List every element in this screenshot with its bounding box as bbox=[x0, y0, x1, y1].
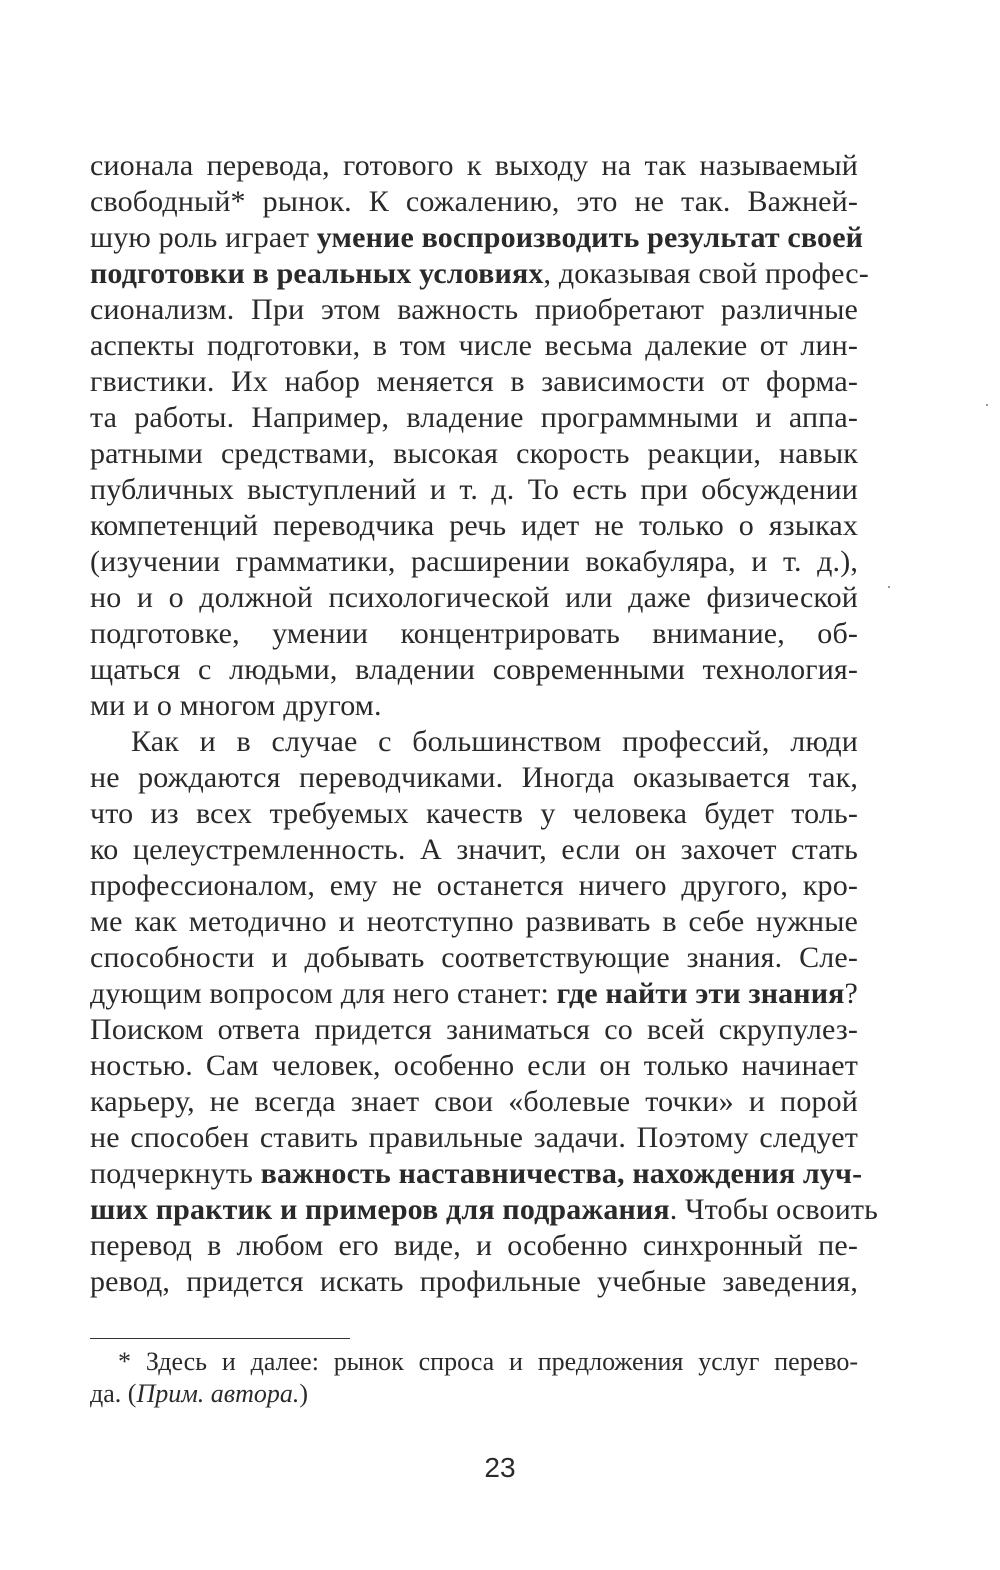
footnote-line: * Здесь и далее: рынок спроса и предложения услуг перево- bbox=[118, 1347, 858, 1376]
text-line: ревод, придется искать профильные учебные заведения, bbox=[90, 1265, 858, 1298]
scan-speck bbox=[888, 586, 890, 588]
text-line bbox=[90, 976, 858, 1012]
text-line bbox=[90, 1156, 863, 1192]
footnote-divider bbox=[90, 1338, 350, 1339]
scan-speck bbox=[986, 404, 988, 406]
text-run: ? bbox=[844, 977, 858, 1010]
text-run: подчеркнуть bbox=[90, 1157, 261, 1190]
bold-text: подготовки в реальных условиях bbox=[90, 257, 544, 290]
bold-text: где найти эти знания bbox=[556, 977, 845, 1010]
text-run: да. ( bbox=[90, 1379, 137, 1408]
text-line: но и о должной психологической или даже физической bbox=[90, 581, 858, 614]
text-line: сионализм. При этом важность приобретают различные bbox=[90, 293, 858, 326]
text-line: подготовке, умении концентрировать внимание, об- bbox=[90, 617, 858, 650]
footnote-line bbox=[90, 1378, 858, 1410]
text-line: (изучении грамматики, расширении вокабуляра, и т. д.), bbox=[90, 545, 858, 578]
text-line: не рождаются переводчиками. Иногда оказывается так, bbox=[90, 761, 858, 794]
text-line bbox=[90, 220, 864, 256]
text-line: ми и о многом другом. bbox=[90, 689, 382, 722]
text-line: Поиском ответа придется заниматься со всей скрупулез- bbox=[90, 1013, 858, 1046]
italic-text: Прим. автора. bbox=[136, 1379, 300, 1408]
text-run: ) bbox=[299, 1379, 309, 1408]
text-line: ностью. Сам человек, особенно если он только начинает bbox=[90, 1049, 858, 1082]
text-line: свободный* рынок. К сожалению, это не так. Важней- bbox=[90, 185, 858, 218]
text-line: не способен ставить правильные задачи. Поэтому следует bbox=[90, 1121, 858, 1154]
text-line: ме как методично и неотступно развивать в себе нужные bbox=[90, 905, 858, 938]
bold-text: умение воспроизводить результат своей bbox=[316, 221, 864, 254]
text-line bbox=[90, 1192, 878, 1228]
text-line: способности и добывать соответствующие знания. Сле- bbox=[90, 941, 858, 974]
text-line: Как и в случае с большинством профессий, люди bbox=[131, 725, 858, 758]
text-line: профессионалом, ему не останется ничего другого, кро- bbox=[90, 869, 858, 902]
text-line: ратными средствами, высокая скорость реакции, навык bbox=[90, 437, 858, 470]
text-line: аспекты подготовки, в том числе весьма далекие от лин- bbox=[90, 329, 858, 362]
text-line: та работы. Например, владение программными и аппа- bbox=[90, 401, 858, 434]
text-run: дующим вопросом для него станет: bbox=[90, 977, 557, 1010]
text-line: компетенций переводчика речь идет не только о языках bbox=[90, 509, 858, 542]
text-line: гвистики. Их набор меняется в зависимости от форма- bbox=[90, 365, 858, 398]
bold-text: важность наставничества, нахождения луч- bbox=[260, 1157, 863, 1190]
text-line: щаться с людьми, владении современными технология- bbox=[90, 653, 858, 686]
text-line bbox=[90, 256, 869, 292]
text-run: . Чтобы освоить bbox=[669, 1193, 878, 1226]
page-number: 23 bbox=[484, 1452, 516, 1483]
text-line: публичных выступлений и т. д. То есть при обсуждении bbox=[90, 473, 858, 506]
text-line: сионала перевода, готового к выходу на так называемый bbox=[90, 149, 858, 182]
text-run: , доказывая свой профес- bbox=[543, 257, 869, 290]
text-run: шую роль играет bbox=[90, 221, 317, 254]
text-line: карьеру, не всегда знает свои «болевые точки» и порой bbox=[90, 1085, 858, 1118]
text-line: ко целеустремленность. А значит, если он захочет стать bbox=[90, 833, 858, 866]
text-line: перевод в любом его виде, и особенно синхронный пе- bbox=[90, 1229, 858, 1262]
bold-text: ших практик и примеров для подражания bbox=[90, 1193, 670, 1226]
text-line: что из всех требуемых качеств у человека будет толь- bbox=[90, 797, 858, 830]
